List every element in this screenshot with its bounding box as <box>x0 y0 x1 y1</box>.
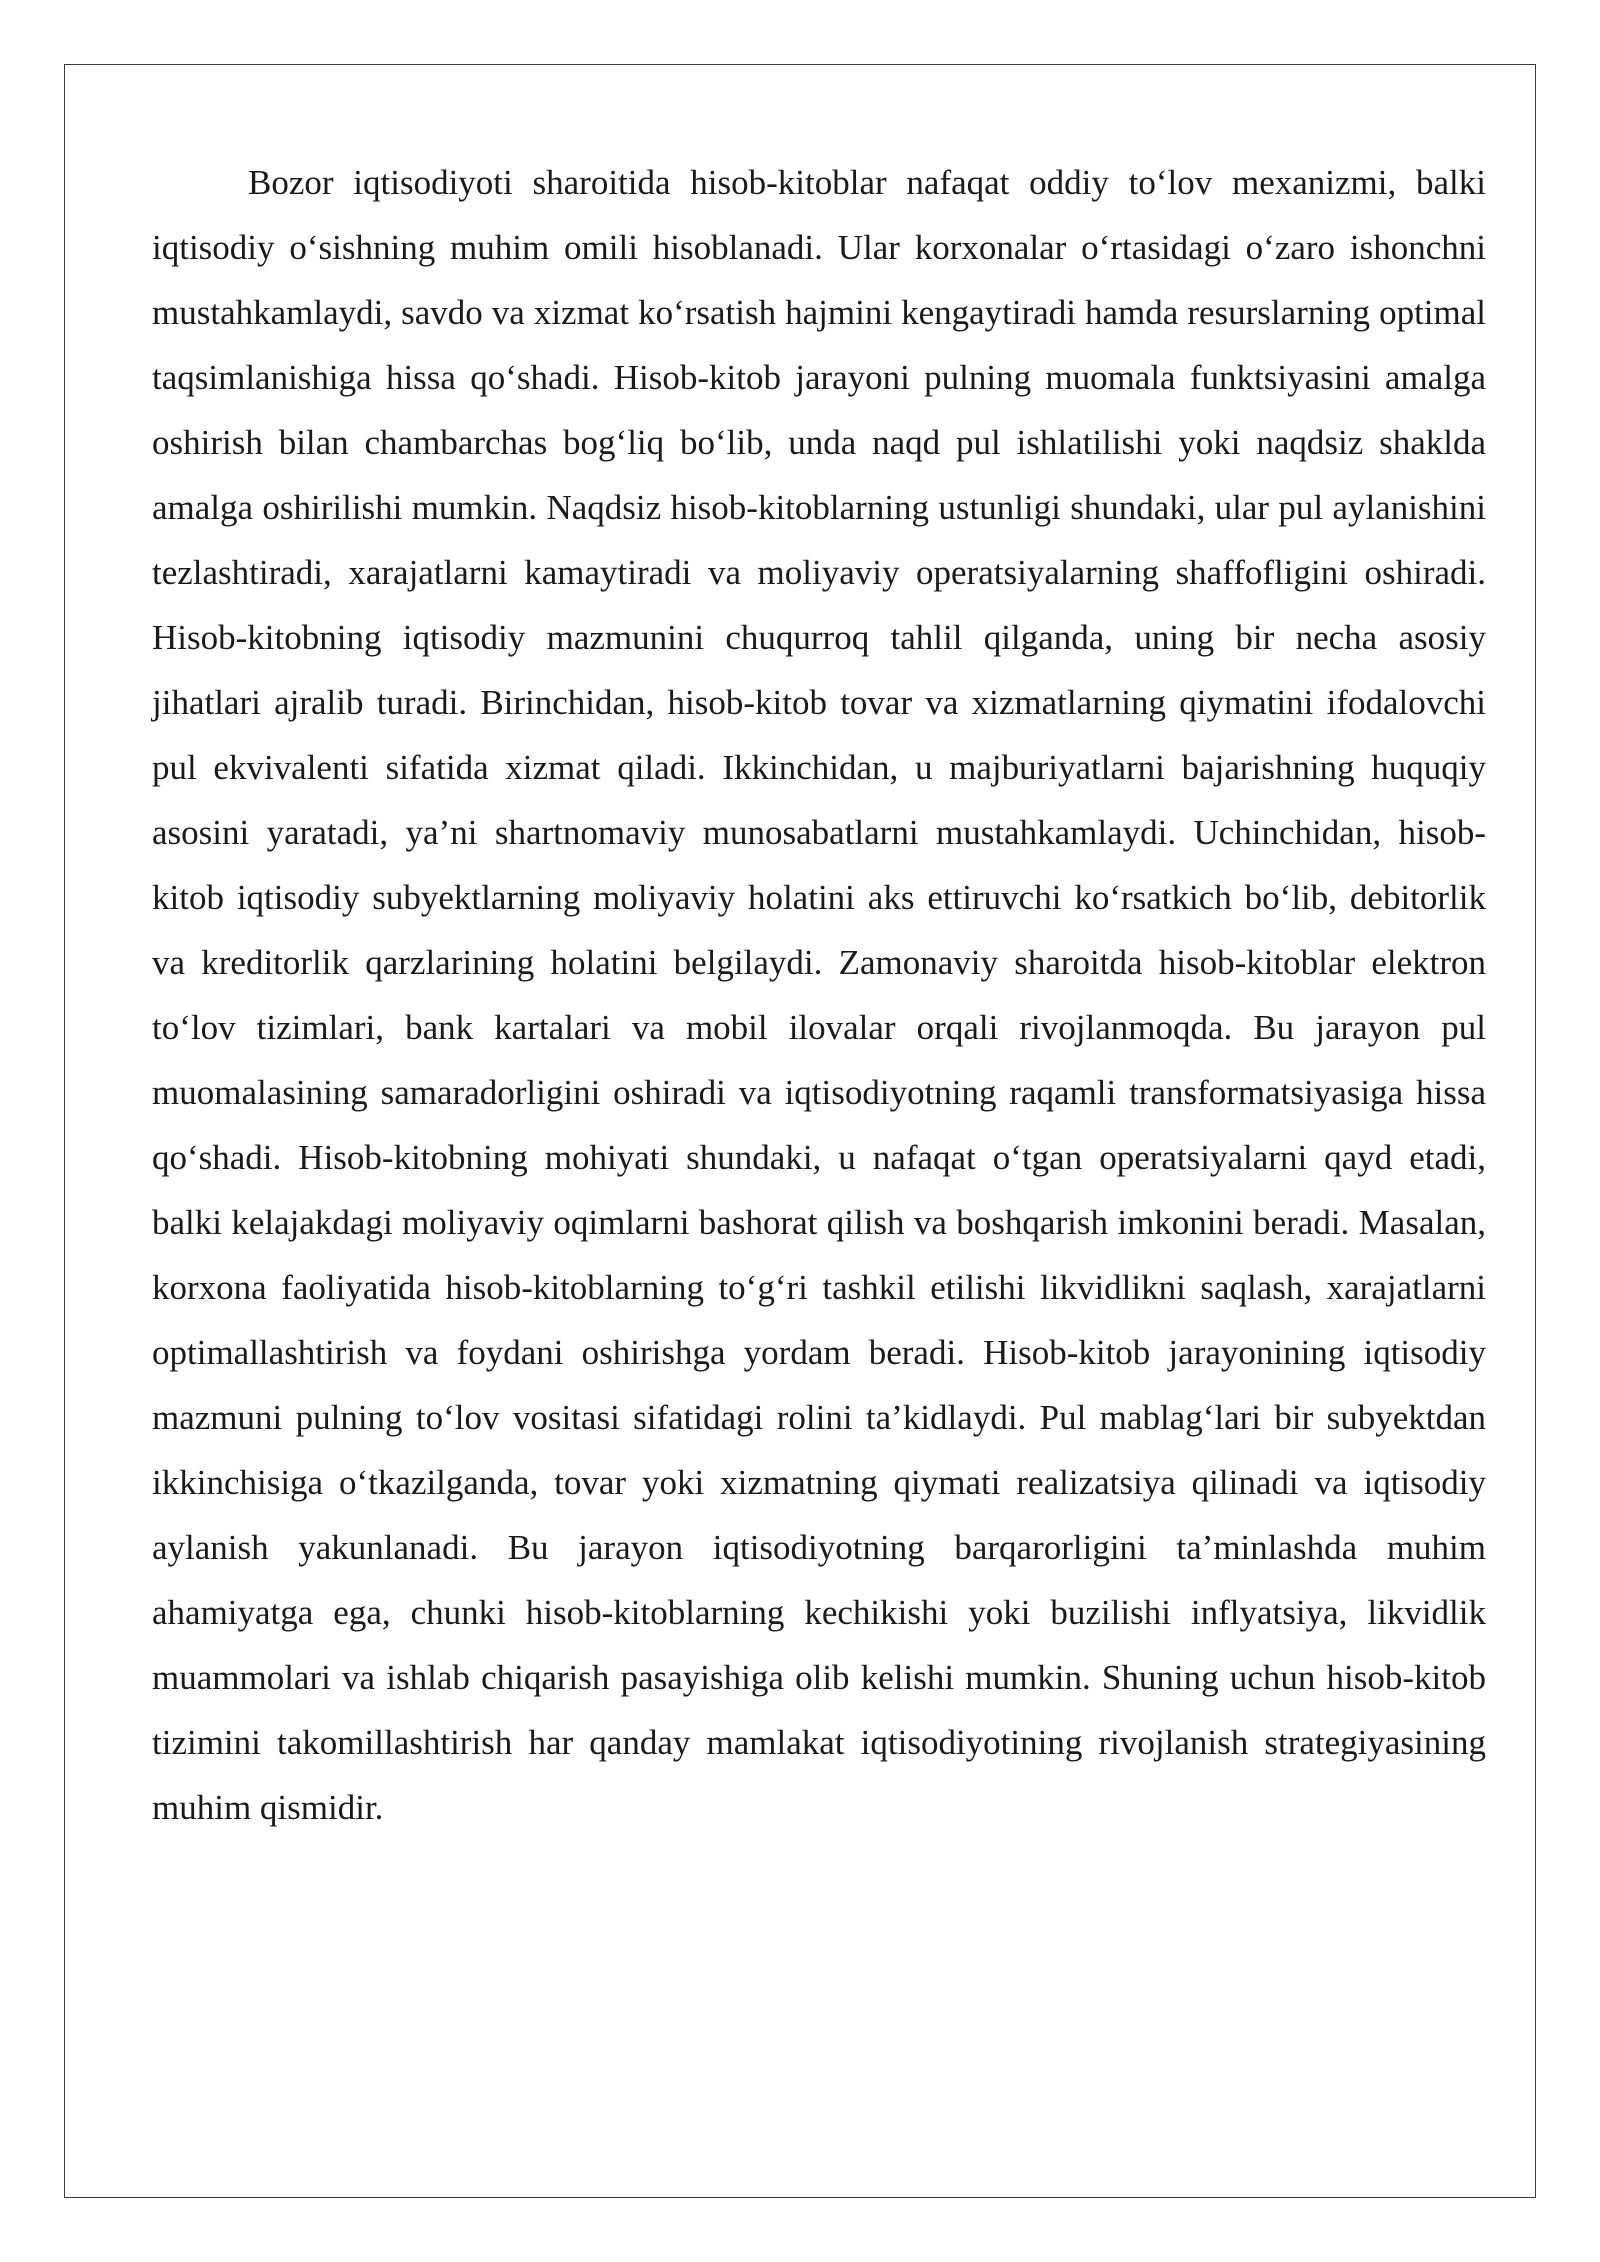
body-paragraph: Bozor iqtisodiyoti sharoitida hisob-kitoblar nafaqat oddiy to‘lov mexanizmi, balki iqtisodiy o‘sishning muhim omili hisoblanadi. Ular korxonalar o‘rtasidagi o‘zaro ishonchni mustahkamlaydi, savdo va xizmat ko‘rsatish hajmini kengaytiradi hamda resurslarning optimal taqsimlanishiga hissa qo‘shadi. Hisob-kitob jarayoni pulning muomala funktsiyasini amalga oshirish bilan chambarchas bog‘liq bo‘lib, unda naqd pul ishlatilishi yoki naqdsiz shaklda amalga oshirilishi mumkin. Naqdsiz hisob-kitoblarning ustunligi shundaki, ular pul aylanishini tezlashtiradi, xarajatlarni kamaytiradi va moliyaviy operatsiyalarning shaffofligini oshiradi. Hisob-kitobning iqtisodiy mazmunini chuqurroq tahlil qilganda, uning bir necha asosiy jihatlari ajralib turadi. Birinchidan, hisob-kitob tovar va xizmatlarning qiymatini ifodalovchi pul ekvivalenti sifatida xizmat qiladi. Ikkinchidan, u majburiyatlarni bajarishning huquqiy asosini yaratadi, ya’ni shartnomaviy munosabatlarni mustahkamlaydi. Uchinchidan, hisob-kitob iqtisodiy subyektlarning moliyaviy holatini aks ettiruvchi ko‘rsatkich bo‘lib, debitorlik va kreditorlik qarzlarining holatini belgilaydi. Zamonaviy sharoitda hisob-kitoblar elektron to‘lov tizimlari, bank kartalari va mobil ilovalar orqali rivojlanmoqda. Bu jarayon pul muomalasining samaradorligini oshiradi va iqtisodiyotning raqamli transformatsiyasiga hissa qo‘shadi. Hisob-kitobning mohiyati shundaki, u nafaqat o‘tgan operatsiyalarni qayd etadi, balki kelajakdagi moliyaviy oqimlarni bashorat qilish va boshqarish imkonini beradi. Masalan, korxona faoliyatida hisob-kitoblarning to‘g‘ri tashkil etilishi likvidlikni saqlash, xarajatlarni optimallashtirish va foydani oshirishga yordam beradi. Hisob-kitob jarayonining iqtisodiy mazmuni pulning to‘lov vositasi sifatidagi rolini ta’kidlaydi. Pul mablag‘lari bir subyektdan ikkinchisiga o‘tkazilganda, tovar yoki xizmatning qiymati realizatsiya qilinadi va iqtisodiy aylanish yakunlanadi. Bu jarayon iqtisodiyotning barqarorligini ta’minlashda muhim ahamiyatga ega, chunki hisob-kitoblarning kechikishi yoki buzilishi inflyatsiya, likvidlik muammolari va ishlab chiqarish pasayishiga olib kelishi mumkin. Shuning uchun hisob-kitob tizimini takomillashtirish har qanday mamlakat iqtisodiyotining rivojlanish strategiyasining muhim qismidir. <box>152 163 1486 1827</box>
